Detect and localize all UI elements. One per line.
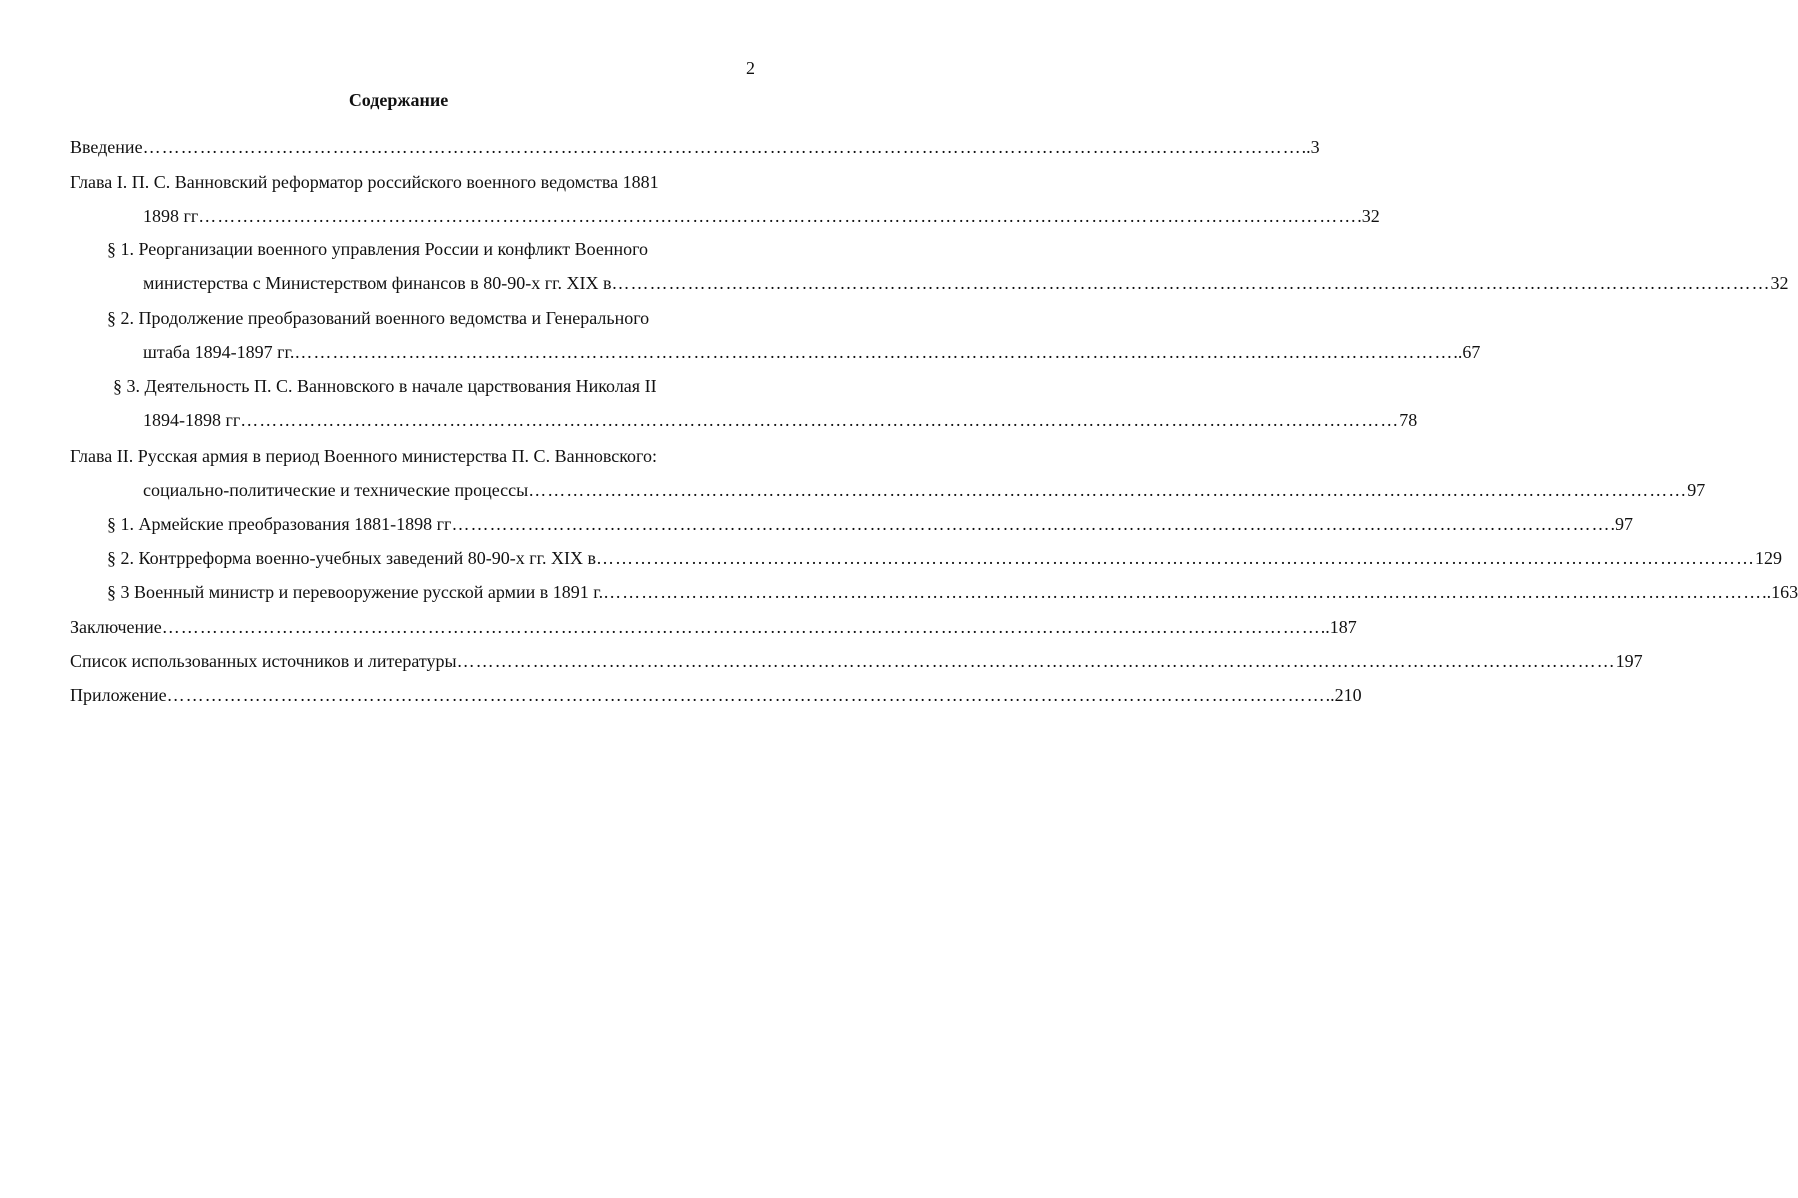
toc-entry-appendix[interactable]: [70, 684, 1362, 706]
toc-section-1-1-line2[interactable]: [143, 272, 1789, 294]
toc-entry-page: ..3: [1301, 137, 1320, 157]
toc-entry-page: 129: [1754, 548, 1782, 568]
toc-entry-page: ..163: [1762, 582, 1798, 602]
toc-entry-text: 1894-1898 гг: [143, 410, 241, 430]
toc-chapter-2-line2[interactable]: [143, 479, 1706, 501]
toc-entry-introduction[interactable]: [70, 136, 1320, 158]
toc-leader: …………………………………………………………………………………………………………………………………………………………………: [166, 685, 1326, 705]
toc-chapter-2-title[interactable]: Глава II. Русская армия в период Военного министерства П. С. Ванновского:: [70, 446, 657, 466]
toc-section-1-3-title[interactable]: § 3. Деятельность П. С. Ванновского в начале царствования Николая II: [113, 376, 657, 396]
toc-section-1-2-title[interactable]: § 2. Продолжение преобразований военного ведомства и Генерального: [107, 308, 650, 328]
page-title: Содержание: [348, 90, 449, 110]
toc-entry-text: Список использованных источников и литературы: [70, 651, 457, 671]
toc-entry-page: .32: [1357, 206, 1380, 226]
toc-entry-page: ..67: [1453, 342, 1481, 362]
toc-section-1-1-title[interactable]: § 1. Реорганизации военного управления России и конфликт Военного: [107, 239, 649, 259]
toc-leader: …………………………………………………………………………………………………………………………………………………………………: [451, 514, 1611, 534]
toc-leader: …………………………………………………………………………………………………………………………………………………………………: [294, 342, 1454, 362]
toc-leader: …………………………………………………………………………………………………………………………………………………………………: [603, 582, 1763, 602]
toc-leader: …………………………………………………………………………………………………………………………………………………………………: [611, 273, 1771, 293]
toc-entry-text: министерства с Министерством финансов в 80-90-х гг. XIX в: [143, 273, 612, 293]
toc-entry-text: § 2. Контрреформа военно-учебных заведений 80-90-х гг. XIX в: [107, 548, 596, 568]
toc-chapter-1-line2[interactable]: [143, 205, 1380, 227]
toc-entry-text: 1898 гг: [143, 206, 199, 226]
toc-section-1-3-line2[interactable]: [143, 409, 1418, 431]
toc-leader: …………………………………………………………………………………………………………………………………………………………………: [595, 548, 1755, 568]
toc-leader: …………………………………………………………………………………………………………………………………………………………………: [161, 617, 1321, 637]
toc-section-2-3[interactable]: [107, 581, 1798, 603]
toc-entry-text: Заключение: [70, 617, 162, 637]
toc-leader: …………………………………………………………………………………………………………………………………………………………………: [198, 206, 1358, 226]
toc-leader: …………………………………………………………………………………………………………………………………………………………………: [456, 651, 1616, 671]
toc-section-2-1[interactable]: [107, 513, 1633, 535]
toc-entry-page: ..210: [1325, 685, 1362, 705]
toc-section-2-2[interactable]: [107, 547, 1782, 569]
toc-entry-page: .97: [1610, 514, 1633, 534]
toc-leader: …………………………………………………………………………………………………………………………………………………………………: [142, 137, 1302, 157]
toc-entry-page: ..187: [1320, 617, 1357, 637]
toc-entry-text: социально-политические и технические процессы: [143, 480, 529, 500]
toc-entry-text: штаба 1894-1897 гг.: [143, 342, 295, 362]
toc-chapter-1-title[interactable]: Глава I. П. С. Ванновский реформатор российского военного ведомства 1881: [70, 172, 659, 192]
toc-entry-page: 197: [1615, 651, 1643, 671]
toc-section-1-2-line2[interactable]: [143, 341, 1481, 363]
toc-leader: …………………………………………………………………………………………………………………………………………………………………: [240, 410, 1400, 430]
toc-entry-page: 97: [1687, 480, 1706, 500]
page-number: 2: [746, 58, 755, 78]
toc-entry-text: § 3 Военный министр и перевооружение русской армии в 1891 г.: [107, 582, 604, 602]
toc-entry-text: § 1. Армейские преобразования 1881-1898 гг: [107, 514, 452, 534]
toc-entry-text: Введение: [70, 137, 143, 157]
toc-entry-page: 78: [1399, 410, 1418, 430]
toc-entry-conclusion[interactable]: [70, 616, 1357, 638]
toc-leader: …………………………………………………………………………………………………………………………………………………………………: [528, 480, 1688, 500]
toc-entry-text: Приложение: [70, 685, 167, 705]
toc-entry-bibliography[interactable]: [70, 650, 1643, 672]
toc-entry-page: 32: [1770, 273, 1789, 293]
